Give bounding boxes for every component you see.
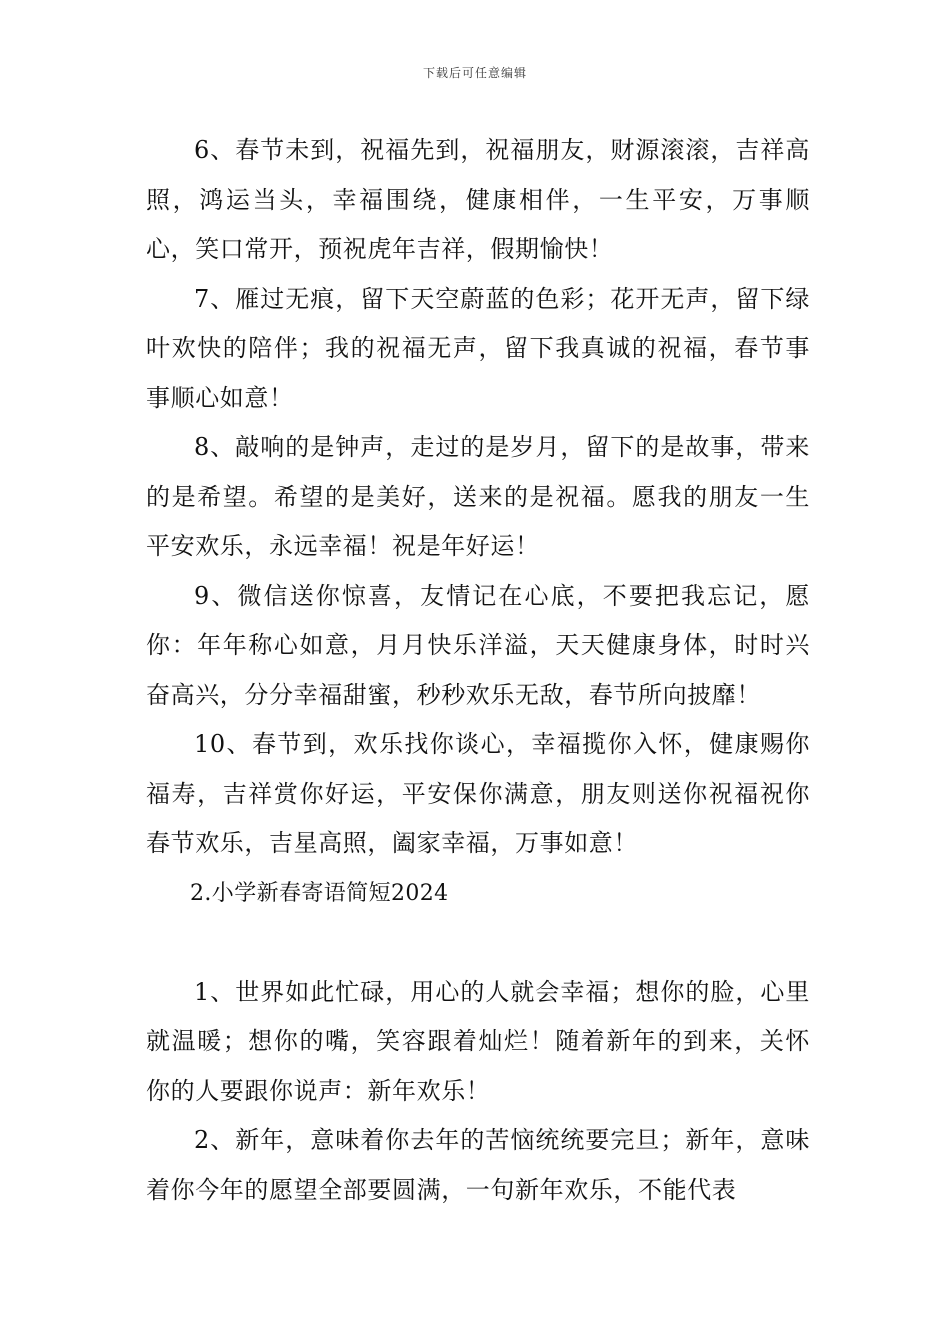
paragraph-8: 8、敲响的是钟声，走过的是岁月，留下的是故事，带来的是希望。希望的是美好，送来的是祝福。愿我的朋友一生平安欢乐，永远幸福！祝是年好运！	[146, 433, 810, 560]
paragraph-10: 10、春节到，欢乐找你谈心，幸福揽你入怀，健康赐你福寿，吉祥赏你好运，平安保你满意，朋友则送你祝福祝你春节欢乐，吉星高照，阖家幸福，万事如意！	[146, 730, 810, 857]
page-header: 下载后可任意编辑	[422, 66, 527, 80]
document-body	[146, 126, 810, 1215]
section2-paragraph-2: 2、新年，意味着你去年的苦恼统统要完旦；新年，意味着你今年的愿望全部要圆满，一句新年欢乐，不能代表	[146, 1126, 810, 1204]
paragraph-7: 7、雁过无痕，留下天空蔚蓝的色彩；花开无声，留下绿叶欢快的陪伴；我的祝福无声，留下我真诚的祝福，春节事事顺心如意！	[146, 284, 810, 412]
section2-paragraph-1: 1、世界如此忙碌，用心的人就会幸福；想你的脸，心里就温暖；想你的嘴，笑容跟着灿烂！随着新年的到来，关怀你的人要跟你说声：新年欢乐！	[146, 977, 810, 1105]
section-heading: 2.小学新春寄语简短2024	[190, 880, 449, 906]
paragraph-6: 6、春节未到，祝福先到，祝福朋友，财源滚滚，吉祥高照，鸿运当头，幸福围绕，健康相伴，一生平安，万事顺心，笑口常开，预祝虎年吉祥，假期愉快！	[146, 136, 810, 263]
paragraph-9: 9、微信送你惊喜，友情记在心底，不要把我忘记，愿你：年年称心如意，月月快乐洋溢，天天健康身体，时时兴奋高兴，分分幸福甜蜜，秒秒欢乐无敌，春节所向披靡！	[146, 581, 810, 709]
blank-line	[146, 918, 810, 968]
